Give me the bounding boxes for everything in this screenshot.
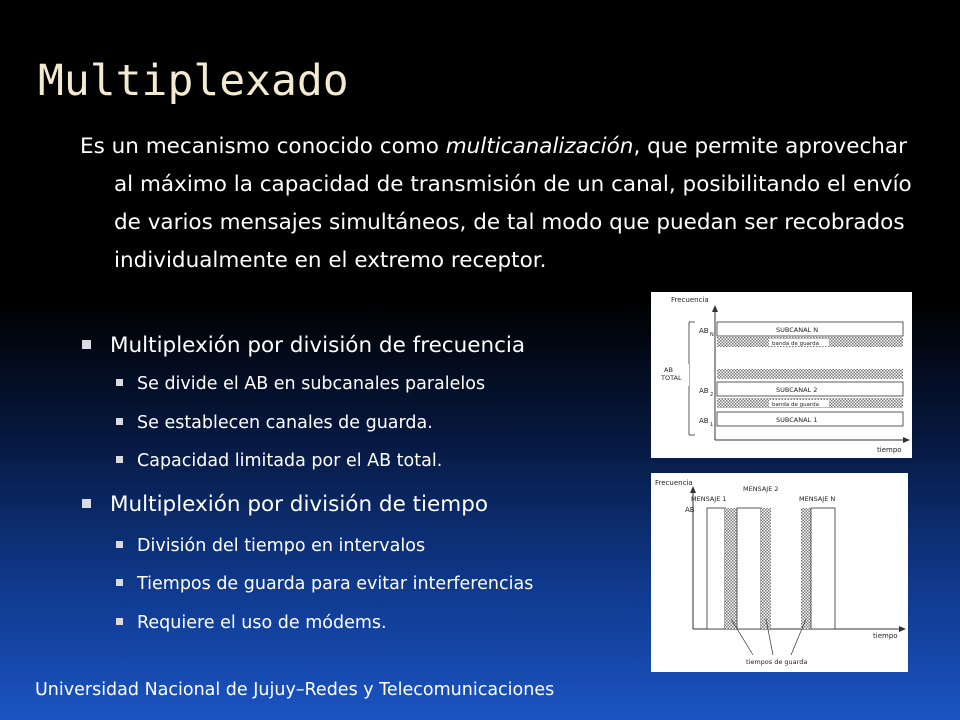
tdm-item-text: División del tiempo en intervalos <box>137 536 426 556</box>
tdm-heading-text: Multiplexión por división de tiempo <box>110 492 489 517</box>
slide-title: Multiplexado <box>38 56 349 106</box>
fdm-ab-1: AB <box>699 417 709 425</box>
tdm-y-axis-label: Frecuencia <box>655 479 693 487</box>
fdm-subcanal-n-label: SUBCANAL N <box>776 326 819 334</box>
fdm-total-label-2: TOTAL <box>661 374 682 382</box>
fdm-subcanal-2-label: SUBCANAL 2 <box>776 386 818 394</box>
fdm-ab-1-sub: 1 <box>710 422 714 428</box>
intro-paragraph <box>80 128 930 280</box>
tdm-diagram <box>651 473 908 672</box>
fdm-ab-2: AB <box>699 387 709 395</box>
fdm-item-text: Capacidad limitada por el AB total. <box>137 451 443 471</box>
bullet-fdm-item-2 <box>116 413 433 433</box>
fdm-subcanal-1-label: SUBCANAL 1 <box>776 416 818 424</box>
bullet-fdm-item-3 <box>116 451 442 471</box>
fdm-heading-text: Multiplexión por división de frecuencia <box>110 333 526 358</box>
bullet-square-icon <box>116 456 123 463</box>
tdm-x-axis-label: tiempo <box>873 632 898 640</box>
tdm-slot-1 <box>707 508 725 629</box>
tdm-x-axis-arrow-icon <box>899 626 906 632</box>
bullet-tdm-heading <box>82 492 488 517</box>
tdm-mensaje-1-label: MENSAJE 1 <box>691 495 727 503</box>
bullet-tdm-item-1 <box>116 536 425 556</box>
fdm-diagram-svg <box>651 292 912 458</box>
bullet-square-icon <box>82 340 91 349</box>
fdm-guard-label-top: banda de guarda <box>772 341 819 347</box>
bullet-fdm-heading <box>82 333 525 358</box>
fdm-hatch-middle <box>717 369 903 379</box>
bullet-fdm-item-1 <box>116 374 485 394</box>
bullet-tdm-item-2 <box>116 574 533 594</box>
tdm-ab-label: AB <box>685 506 695 514</box>
fdm-y-axis-label: Frecuencia <box>671 296 709 304</box>
bullet-square-icon <box>116 579 123 586</box>
tdm-guard-times-label: tiempos de guarda <box>746 658 808 666</box>
fdm-guard-label-bottom: banda de guarda <box>772 402 819 408</box>
fdm-total-label-1: AB <box>664 366 673 374</box>
fdm-item-text: Se establecen canales de guarda. <box>137 413 433 433</box>
tdm-item-text: Requiere el uso de módems. <box>137 613 387 633</box>
tdm-pointer-3 <box>791 619 806 655</box>
fdm-item-text: Se divide el AB en subcanales paralelos <box>137 374 486 394</box>
fdm-y-axis-arrow-icon <box>712 305 718 312</box>
bullet-square-icon <box>116 418 123 425</box>
fdm-ab-n-sub: N <box>710 332 714 338</box>
intro-text <box>80 128 930 280</box>
fdm-x-axis-arrow-icon <box>903 437 910 443</box>
tdm-diagram-svg <box>651 473 908 672</box>
tdm-guard-3 <box>801 508 811 629</box>
tdm-item-text: Tiempos de guarda para evitar interferencias <box>137 574 534 594</box>
tdm-mensaje-n-label: MENSAJE N <box>799 495 836 503</box>
footer: Universidad Nacional de Jujuy–Redes y Telecomunicaciones <box>35 680 555 700</box>
intro-before: Es un mecanismo conocido como <box>80 134 446 159</box>
tdm-mensaje-2-label: MENSAJE 2 <box>743 485 779 493</box>
bullet-square-icon <box>116 618 123 625</box>
fdm-ab-2-sub: 2 <box>710 392 714 398</box>
bullet-square-icon <box>116 379 123 386</box>
bullet-square-icon <box>116 541 123 548</box>
intro-after: , que permite aprovechar al máximo la capacidad de transmisión de un canal, posibilitando el envío de varios mensajes simultáneos, de tal modo que puedan ser recobrados individualmente en el extremo receptor. <box>114 134 912 273</box>
tdm-guard-2 <box>761 508 771 629</box>
fdm-ab-n: AB <box>699 327 709 335</box>
fdm-diagram <box>651 292 912 458</box>
intro-emphasis: multicanalización <box>445 134 634 159</box>
bullet-square-icon <box>82 499 91 508</box>
fdm-x-axis-label: tiempo <box>877 446 902 454</box>
tdm-slot-2 <box>737 508 761 629</box>
tdm-slot-n <box>811 508 835 629</box>
bullet-tdm-item-3 <box>116 613 387 633</box>
tdm-y-axis-arrow-icon <box>690 486 696 493</box>
tdm-guard-1 <box>725 508 737 629</box>
